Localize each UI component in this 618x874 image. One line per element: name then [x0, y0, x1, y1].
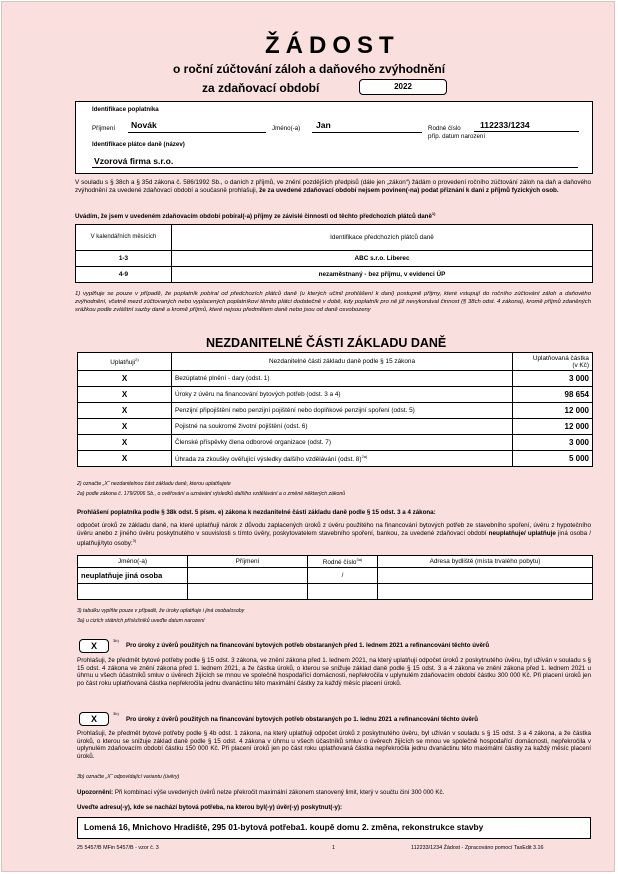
- period-label: za zdaňovací období: [202, 81, 320, 95]
- table-row: [78, 584, 593, 600]
- housing-text: odpočet úroků ze základu daně, na které uplatňuji nárok z důvodu zaplacených úroků z úvěru použitého na financování bytových potřeb ze stavebního spoření, úvěru z hypotečního úvěru anebo z jiného úvěru poskytnutého v souvislosti s tímto úvěry, poskytovatelem stavebního spoření, bankou, za uvedené zdaňovací období neuplatňuje/ uplatňuje jiná osoba / uplatňuji/tyto osoby:$^{3)}$: [77, 522, 592, 548]
- form-subtitle: o roční zúčtování záloh a daňového zvýhodnění: [173, 62, 446, 76]
- option1-title: Pro úroky z úvěrů použitých na financování bytových potřeb obstaraných před 1. lednem 2021 a refinancování těchto úvěrů: [126, 642, 490, 649]
- payer-field[interactable]: Vzorová firma s.r.o.: [94, 156, 174, 166]
- previous-payers-table: V kalendářních měsících Identifikace předchozích plátců daně 1-3 ABC s.r.o. Liberec 4-9 nezaměstnaný - bez příjmu, v evidenci ÚP: [75, 224, 593, 283]
- option2-text: Prohlašuji, že předmět bytové potřeby podle § 4b odst. 1 zákona, na který uplatňuji odpočet úroků z poskytnutého úvěru, byl užíván v souladu s § 15 odst. 3 a 4 zákona, a že částka úroků, o kterou se snižuje základ daně podle § 15 odst. 4 zákona v úhrnu u všech účastníků smluv o úvěrech žijících se mnou ve společně hospodařící domácnosti, nepřekročila v uplynulém zdaňovacím období částku 150 000 Kč. Při placení úroků jen po část roku uplatňovaná částka nepřekročila jednu dvanáctinu této maximální částky za každý měsíc placení úroků.: [77, 730, 591, 760]
- table-row: 4-9 nezaměstnaný - bez příjmu, v evidenci ÚP: [76, 267, 593, 283]
- option1-text: Prohlašuji, že předmět bytové potřeby podle § 15 odst. 3 zákona, ve znění zákona před 1. lednem 2021, na který uplatňuji odpočet úroků z poskytnutého úvěru, byl užíván v souladu s § 15 odst. 4 zákona ve znění zákona před 1. lednem 2021, a že částka úroků, o kterou se snižuje základ daně podle § 15 odst. 3 a 4 zákona ve znění zákona před 1. lednem 2021 u úhrnu u všech účastníků smluv o úvěrech žijících se mnou ve společně hospodařící domácnosti, nepřekročila v uplynulém zdaňovacím období částku 300 000 Kč. Při placení úroků jen po část roku uplatňovaná částka nepřekročila jednu dvanáctinu této maximální částky za každý měsíc placení úroků.: [77, 657, 591, 687]
- footer-left: 25 5457/B MFin 5457/B - vzor č. 3: [77, 845, 159, 851]
- footnote-2a: 2a) podle zákona č. 179/2006 Sb., o ověřování a uznávání výsledků dalšího vzdělávání a o změně některých zákonů: [77, 491, 346, 497]
- surname-field[interactable]: Novák: [131, 120, 157, 130]
- footnote-3b: 3b) označte „X“ odpovídající variantu (úvěry): [77, 774, 180, 780]
- table-row: X Členské příspěvky člena odborové organizace (odst. 7) 3 000: [78, 435, 593, 451]
- form-title: ŽÁDOST: [265, 32, 400, 59]
- table-row: neuplatňuje jiná osoba /: [78, 568, 593, 584]
- table-row: 1-3 ABC s.r.o. Liberec: [76, 251, 593, 267]
- birth-number-field[interactable]: 112233/1234: [480, 120, 530, 130]
- previous-payers-intro: Uvádím, že jsem v uvedeném zdaňovacím období pobíral(-a) příjmy ze závislé činnosti od těchto předchozích plátců daně$^{1)}$: [75, 211, 436, 221]
- identification-box: Identifikace poplatníka Příjmení Novák Jméno(-a) Jan Rodné číslo 112233/1234 příp. datum narození Identifikace plátce daně (název) Vzorová firma s.r.o.: [75, 101, 593, 174]
- footer-right: 112233/1234 Žádost - Zpracováno pomocí TaxEdit 3.16: [411, 845, 544, 851]
- table-row: X Úhrada za zkoušky ověřující výsledky dalšího vzdělávání (odst. 8)$^{2a)}$ 5 000: [78, 451, 593, 467]
- footnote-1: 1) vyplňuje se pouze v případě, že poplatník pobíral od předchozích plátců daně (u kterých učinil prohlášení k dani) postupně příjmy, které vstupují do ročního zúčtování záloh a daňového zvýhodnění, včetně mezd zúčtovaných nebo vyplacených poplatníkovi těmito plátci dodatečně v době, kdy poplatník pro ně již nevykonával činnost (§ 38ch odst. 4 zákona), kromě příjmů zdaněných srážkou podle zvláštní sazby daně a kromě příjmů, které nejsou předmětem daně nebo jsou od daně osvobozeny: [75, 291, 591, 314]
- declaration-text: V souladu s § 38ch a § 35d zákona č. 586/1992 Sb., o daních z příjmů, ve znění pozdějších předpisů (dále jen „zákon“) žádám o provedení ročního zúčtování záloh na daň a daňového zvýhodnění za uvedené zdaňovací období a současně prohlašuji, že za uvedené zdaňovací období nejsem povinen(-na) podat přiznání k dani z příjmů fyzických osob.: [75, 179, 591, 194]
- table-row: X Bezúplatné plnění - dary (odst. 1) 3 000: [78, 371, 593, 387]
- address-label: Uveďte adresu(-y), kde se nachází bytová potřeba, na kterou byl(-y) úvěr(-y) poskytnut(-y):: [77, 804, 343, 811]
- page-number: 1: [332, 845, 335, 851]
- name-field[interactable]: Jan: [316, 120, 331, 130]
- option2-title: Pro úroky z úvěrů použitých na financování bytových potřeb obstaraných po 1. lednu 2021 a refinancování těchto úvěrů: [126, 716, 479, 723]
- housing-heading: Prohlášení poplatníka podle § 38k odst. 5 písm. e) zákona k nezdanitelné části základu daně podle § 15 odst. 3 a 4 zákona:: [77, 509, 436, 516]
- deductions-table: Uplatňuji$^{2)}$ Nezdanitelné části základu daně podle § 15 zákona Uplatňovaná částka (v Kč) X Bezúplatné plnění - dary (odst. 1) 3 000 X Úroky z úvěru na financování bytových potřeb (odst. 3 a 4) 98 654 X Penzijní připojištění nebo penzijní pojištění nebo doplňkové penzijní spoření (odst. 5) 12 000 X Pojistné na soukromé životní pojištění (odst. 6) 12 000 X Členské příspěvky člena odborové organizace (odst. 7) 3 000 X Úhrada za zkoušky ověřující výsledky dalšího vzdělávání (odst. 8)$^{2a)}$ 5 000: [77, 352, 593, 467]
- table-row: X Penzijní připojištění nebo penzijní pojištění nebo doplňkové penzijní spoření (odst. 5) 12 000: [78, 403, 593, 419]
- table-row: X Úroky z úvěru na financování bytových potřeb (odst. 3 a 4) 98 654: [78, 387, 593, 403]
- other-persons-table: Jméno(-a) Příjmení Rodné číslo$^{3a)}$ Adresa bydliště (místa trvalého pobytu) neuplatňuje jiná osoba /: [77, 555, 593, 600]
- option2-checkbox[interactable]: X: [79, 712, 109, 726]
- year-field[interactable]: 2022: [359, 79, 447, 95]
- warning-text: Upozornění: Při kombinaci výše uvedených úvěrů nelze překročit maximální zákonem stanovený limit, který v součtu činí 300 000 Kč.: [77, 789, 445, 796]
- address-field[interactable]: Lomená 16, Mnichovo Hradiště, 295 01-bytová potřeba1. koupě domu 2. změna, rekonstrukce stavby: [77, 817, 591, 839]
- option1-checkbox[interactable]: X: [79, 639, 109, 653]
- footnote-3: 3) tabulku vyplňte pouze v případě, že úroky uplatňuje i jiná osoba/osoby: [77, 608, 245, 614]
- footnote-3a: 3a) u cizích státních příslušníků uveďte datum narození: [77, 618, 205, 624]
- table-row: X Pojistné na soukromé životní pojištění (odst. 6) 12 000: [78, 419, 593, 435]
- footnote-2: 2) označte „X“ nezdanitelnou část základu daně, kterou uplatňujete: [77, 481, 231, 487]
- form-page: ŽÁDOST o roční zúčtování záloh a daňového zvýhodnění za zdaňovací období 2022 Identifikace poplatníka Příjmení Novák Jméno(-a) Jan Rodné číslo 112233/1234 příp. datum narození Identifikace plátce daně (název) Vzorová firma s.r.o. V souladu s § 38ch a § 35d zákona č. 586/1992 Sb., o daních z příjmů, ve znění pozdějších předpisů (dále jen „zákon“) žádám o provedení ročního zúčtování záloh na daň a daňového zvýhodnění za uvedené zdaňovací období a současně prohlašuji, že za uvedené zdaňovací období nejsem povinen(-na) podat přiznání k dani z příjmů fyzických osob. Uvádím, že jsem v uvedeném zdaňovacím období pobíral(-a) příjmy ze závislé činnosti od těchto předchozích plátců daně$^{1)}$ V kalendářních měsících Identifikace předchozích plátců daně 1-3 ABC s.r.o. Liberec 4-9 nezaměstnaný - bez příjmu, v evidenci ÚP 1) vyplňuje se pouze v případě, že poplatník pobíral od předchozích plátců daně (u kterých učinil prohlášení k dani) postupně příjmy, které vstupují do ročního zúčtování záloh a daňového zvýhodnění, včetně mezd zúčtovaných nebo vyplacených poplatníkovi těmito plátci dodatečně v době, kdy poplatník pro ně již nevykonával činnost (§ 38ch odst. 4 zákona), kromě příjmů zdaněných srážkou podle zvláštní sazby daně a kromě příjmů, které nejsou předmětem daně nebo jsou od daně osvobozeny NEZDANITELNÉ ČÁSTI ZÁKLADU DANĚ Uplatňuji$^{2)}$ Nezdanitelné části základu daně podle § 15 zákona Uplatňovaná částka (v Kč) X Bezúplatné plnění - dary (odst. 1) 3 000 X Úroky z úvěru na financování bytových potřeb (odst. 3 a 4) 98 654 X Penzijní připojištění nebo penzijní pojištění nebo doplňkové penzijní spoření (odst. 5) 12 000 X Pojistné na soukromé životní pojištění (odst. 6) 12 000 X Členské příspěvky člena odborové organizace (odst. 7) 3 000 X Úhrada za zkoušky ověřující výsledky dalšího vzdělávání (odst. 8)$^{2a)}$ 5 000 2) označte „X“ nezdanitelnou část základu daně, kterou uplatňujete 2a) podle zákona č. 179/2006 Sb., o ověřování a uznávání výsledků dalšího vzdělávání a o změně některých zákonů Prohlášení poplatníka podle § 38k odst. 5 písm. e) zákona k nezdanitelné části základu daně podle § 15 odst. 3 a 4 zákona: odpočet úroků ze základu daně, na které uplatňuji nárok z důvodu zaplacených úroků z úvěru použitého na financování bytových potřeb ze stavebního spoření, úvěru z hypotečního úvěru anebo z jiného úvěru poskytnutého v souvislosti s tímto úvěry, poskytovatelem stavebního spoření, bankou, za uvedené zdaňovací období neuplatňuje/ uplatňuje jiná osoba / uplatňuji/tyto osoby:$^{3)}$ Jméno(-a) Příjmení Rodné číslo$^{3a)}$ Adresa bydliště (místa trvalého pobytu) neuplatňuje jiná osoba / 3) tabulku vyplňte pouze v případě, že úroky uplatňuje i jiná osoba/osoby 3a) u cizích státních příslušníků uveďte datum narození X 3b) Pro úroky z úvěrů použitých na financování bytových potřeb obstaraných před 1. lednem 2021 a refinancování těchto úvěrů Prohlašuji, že předmět bytové potřeby podle § 15 odst. 3 zákona, ve znění zákona před 1. lednem 2021, na který uplatňuji odpočet úroků z poskytnutého úvěru, byl užíván v souladu s § 15 odst. 4 zákona ve znění zákona před 1. lednem 2021, a že částka úroků, o kterou se snižuje základ daně podle § 15 odst. 3 a 4 zákona ve znění zákona před 1. lednem 2021 u úhrnu u všech účastníků smluv o úvěrech žijících se mnou ve společně hospodařící domácnosti, nepřekročila v uplynulém zdaňovacím období částku 300 000 Kč. Při placení úroků jen po část roku uplatňovaná částka nepřekročila jednu dvanáctinu této maximální částky za každý měsíc placení úroků. X 3b) Pro úroky z úvěrů použitých na financování bytových potřeb obstaraných po 1. lednu 2021 a refinancování těchto úvěrů Prohlašuji, že předmět bytové potřeby podle § 4b odst. 1 zákona, na který uplatňuji odpočet úroků z poskytnutého úvěru, byl užíván v souladu s § 15 odst. 3 a 4 zákona, a že částka úroků, o kterou se snižuje základ daně podle § 15 odst. 4 zákona v úhrnu u všech účastníků smluv o úvěrech žijících se mnou ve společně hospodařící domácnosti, nepřekročila v uplynulém zdaňovacím období částku 150 000 Kč. Při placení úroků jen po část roku uplatňovaná částka nepřekročila jednu dvanáctinu této maximální částky za každý měsíc placení úroků. 3b) označte „X“ odpovídající variantu (úvěry) Upozornění: Při kombinaci výše uvedených úvěrů nelze překročit maximální zákonem stanovený limit, který v součtu činí 300 000 Kč. Uveďte adresu(-y), kde se nachází bytová potřeba, na kterou byl(-y) úvěr(-y) poskytnut(-y): Lomená 16, Mnichovo Hradiště, 295 01-bytová potřeba1. koupě domu 2. změna, rekonstrukce stavby 25 5457/B MFin 5457/B - vzor č. 3 1 112233/1234 Žádost - Zpracováno pomocí TaxEdit 3.16: [1, 1, 615, 872]
- deductions-title: NEZDANITELNÉ ČÁSTI ZÁKLADU DANĚ: [206, 336, 447, 350]
